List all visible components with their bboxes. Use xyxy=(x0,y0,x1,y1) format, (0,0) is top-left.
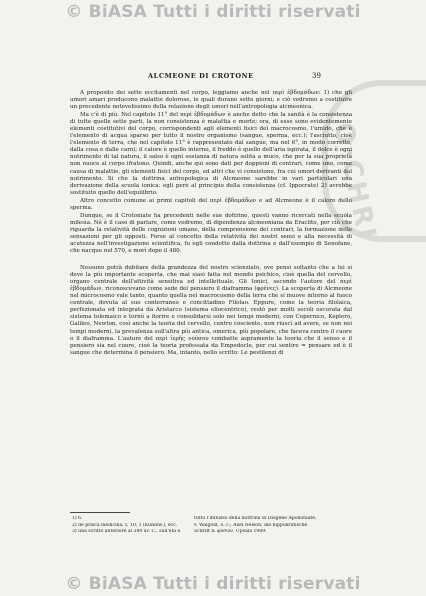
footnotes xyxy=(72,516,354,536)
body-text xyxy=(70,90,352,358)
footnote: v. Walgold, o. c.; Axel Nelson, die hippokratische xyxy=(194,522,308,528)
watermark-text: © BiASA Tutti i diritti riservati xyxy=(65,2,361,22)
paragraph: A proposito dei sette eccitamenti nel corpo, leggiamo anche nel περὶ ἑβδομάδων: 1) che gli umori amari producono malattie dolorose, le quali durano sette giorni; e ciò vedremo a costituire un precedente notevolissimo della relazione degli umori nell'antropologia alcmeonica. xyxy=(70,90,352,111)
watermark-top xyxy=(0,2,426,22)
paragraph: Ma c'è di più. Nel capitolo 11° del περὶ ἑβδομάδων è anche detto che la sanità è la consistenza di tutte quelle sette parti, la non consistenza è malattia e morte; ora, di esse sono evidentemente elementi costitutivi del corpo, corrispondenti agli elementi fisici del macrocosmo, l'umido, che è l'elemento di acqua sparso per tutto il nostro organismo (sangue, sperma, ecc.); l'asciutto, cioè l'elemento di terra, che nel capitolo 11° è rappresentato dal sangue, ma nel 6°, in modo corretto, dalla cosa e dalle carni; il calore è quello interno, il freddo è quello dell'aria ispirata, il dolce è ogni nutrimento di tal natura, il salso è ogni sostanza di natura solita a muco, che per la sua proprietà non nuoce al corpo ifratono. Quindi, anche qui sono dati per doppioni di contrari, come uno, come causa di malattie, gli elementi fisici del corpo, ed altri che vi consistono, fra cui umori derivanti dal nutrimento. Si che la dottrina antropologica di Alcmeone sarebbe in vari particolari una derivazione della scuola ionica: egli però al principio della consistenza (cf. Ippocrate) 2) avrebbe sostituito quello dell'equilibrio. xyxy=(70,112,352,196)
footnote: 1) 6. xyxy=(72,516,83,521)
footnote: 2) de prisca medicina, I, 10, 1 (Kühlew.), ecc. xyxy=(72,522,178,528)
paragraph: Nessuno potrà dubitare della grandezza del nostro scienziato, ove pensi soltanto che a lui si deve la più importante scoperta, che mai siasi fatta nel mondo psichico, cioè quella del cervello, organo centrale dell'attività sensitiva ed intellettuale. Gli Ionici, secondo l'autore del περὶ ἑβδομάδων, riconoscevano come sede del pensiero il diaframma (φρένες). La scoperta di Alcmeone nel microcosmo vale tanto, quanto quella nel macrocosmo della terra che si muove intorno al fuoco centrale, dovuta al suo conterraneo e concittadino Filolao. Eppure, come la teoria filolaica, perfezionata ed integrata da Aristarco (sistema eliocentrico), restò per molti secoli oscurata dal sistema tolemaico e tornò a fiorire e consolidarsi solo nei tempi moderni, con Copernico, Keplero, Galileo, Newton, così anche la teoria del cervello, centro cosciente, non riuscì ad avere, se non nei tempi moderni, la prevalenza sull'altra più antica, omerica, più popolare, che faceva centro il cuore o il diaframma. L'autore del περὶ ἱερῆς νούσου combatte aspramente la teoria che il senso e il pensiero sia nel cuore, cioè la teoria professata da Empedocle, per cui sentire = pensare ed è il sangue che determina il pensiero. Ma, intanto, nello scritto: Le pestilenzi di xyxy=(70,265,352,356)
footnote: tutto l'influsso della dottrina di Diogene Apolloniate, xyxy=(194,516,317,521)
running-title: ALCMEONE DI CROTONE xyxy=(148,72,254,80)
page-number: 39 xyxy=(312,72,321,80)
footnote: Schrift π. φυσῶν, Upsala 1909. xyxy=(194,529,267,535)
paragraph: Altro concetto comune ai primi capitoli del περὶ ἑβδομάδων e ad Alcmeone è il calore dello sperma. xyxy=(70,197,352,211)
watermark-bottom xyxy=(0,574,426,594)
running-header xyxy=(0,72,426,84)
footnote-divider xyxy=(70,512,130,513)
library-stamp-text: O·CHRI xyxy=(327,120,383,245)
footnote: 3) una scritto anteriore al 380 av. C., sull'età e xyxy=(72,529,181,535)
paragraph: Dunque, se il Crotoniate ha precedenti nelle sue dottrine, questi vanno ricercati nella scuola milesia. Nè è il caso di parlare, come vedremo, di dipendenza alcmeoniana da Eraclito, per ciò che riguarda la relatività delle cognizioni umane, della comprensione dei contrari, la formazione delle sensazioni per gli opposti. Forse al concetto della relatività dei nostri sensi e alla necessità di acutezza nell'investigazione scientifica, fu egli condotto dalla dottrina e dall'esempio di Senofane, che nacque nel 570, e morì dopo il 480. xyxy=(70,212,352,255)
watermark-text: © BiASA Tutti i diritti riservati xyxy=(65,574,361,594)
